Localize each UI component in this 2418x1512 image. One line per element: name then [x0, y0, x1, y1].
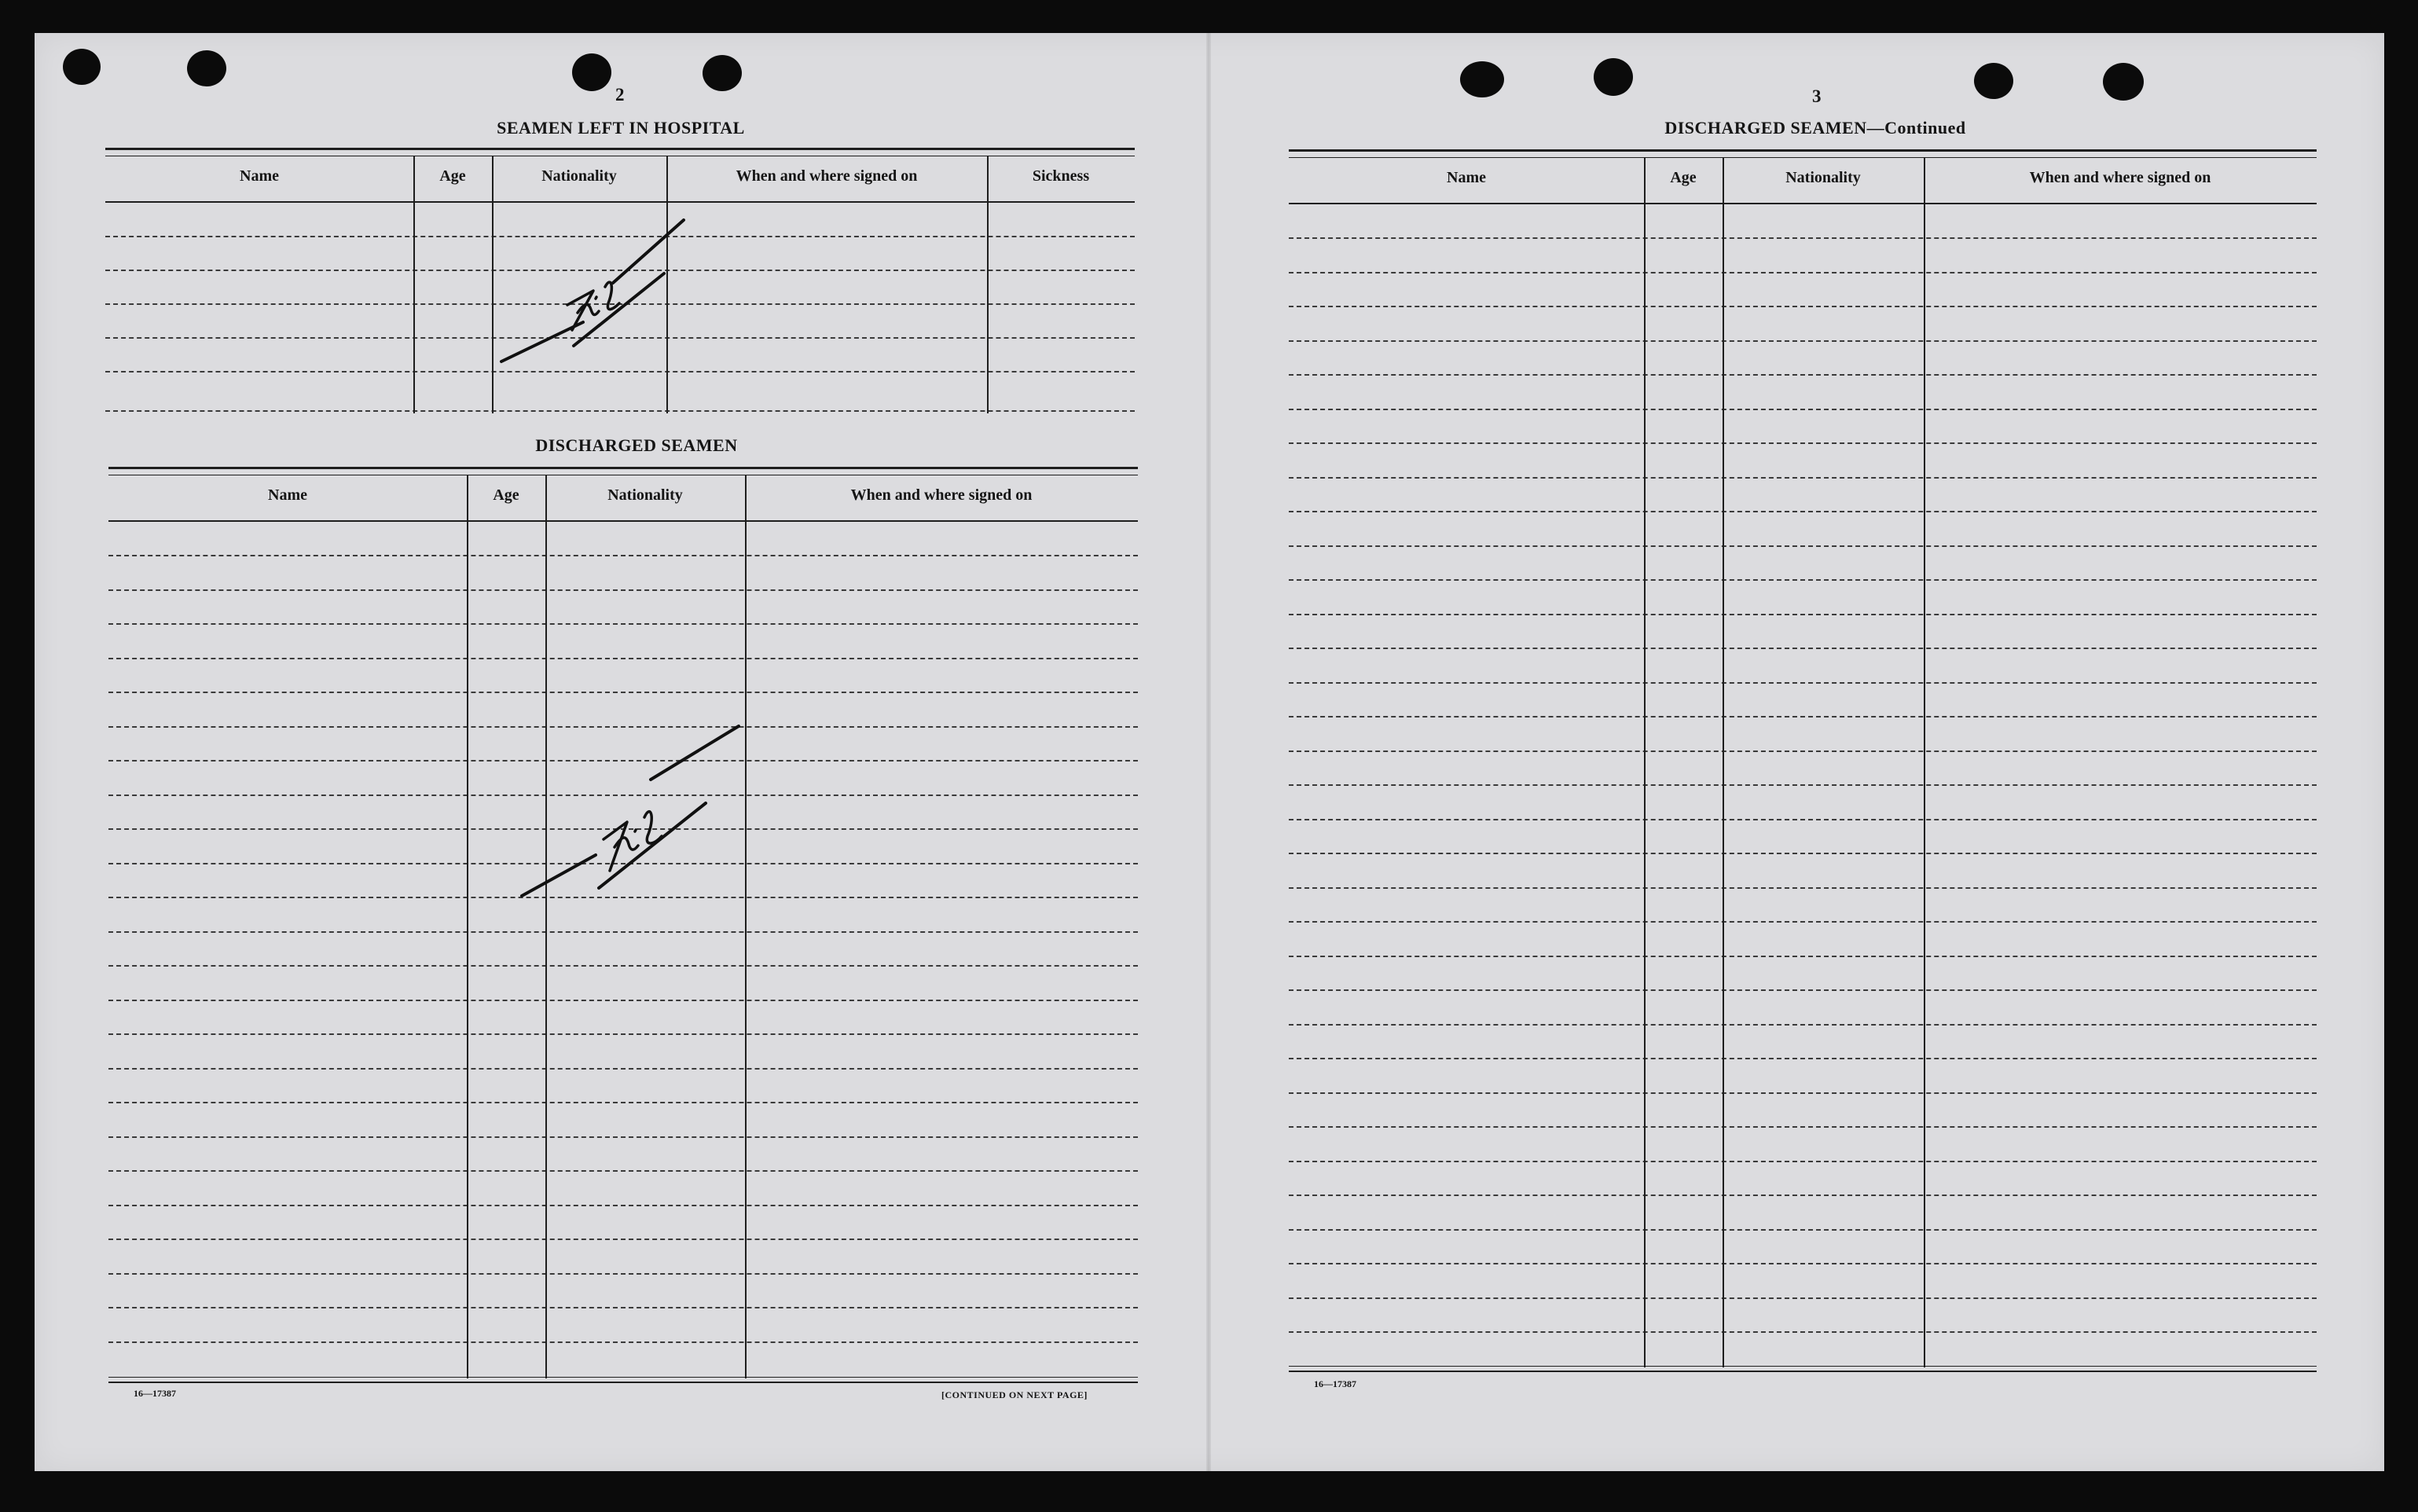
column-divider	[467, 475, 468, 1378]
column-divider	[545, 475, 547, 1378]
row-line	[1289, 545, 2317, 547]
row-line	[1289, 1092, 2317, 1094]
punch-hole	[1460, 61, 1504, 97]
punch-hole	[572, 53, 611, 91]
row-line	[108, 1136, 1138, 1138]
row-line	[1289, 750, 2317, 752]
row-line	[1289, 1024, 2317, 1026]
title-continued: —Continued	[1866, 118, 1966, 138]
column-divider	[1924, 157, 1925, 1367]
row-line	[1289, 819, 2317, 820]
col-header-nationality: Nationality	[1785, 168, 1861, 186]
row-line	[1289, 477, 2317, 479]
row-line	[108, 1068, 1138, 1070]
row-line	[1289, 374, 2317, 376]
row-line	[1289, 887, 2317, 889]
row-line	[108, 692, 1138, 693]
row-line	[1289, 272, 2317, 273]
row-line	[1289, 306, 2317, 307]
row-line	[1289, 579, 2317, 581]
col-header-age: Age	[439, 167, 466, 185]
discharged-table	[108, 467, 1138, 1383]
page-number-right: 3	[1812, 86, 1822, 106]
punch-hole	[703, 55, 742, 91]
col-header-nationality: Nationality	[541, 167, 617, 185]
nil-handwriting	[517, 721, 745, 902]
row-line	[1289, 1126, 2317, 1128]
punch-hole	[2103, 63, 2144, 101]
row-line	[108, 1239, 1138, 1240]
row-line	[108, 623, 1138, 625]
row-line	[1289, 784, 2317, 786]
col-header-signed-on: When and where signed on	[2029, 168, 2211, 186]
row-line	[108, 1000, 1138, 1001]
row-line	[108, 1273, 1138, 1275]
row-line	[1289, 340, 2317, 342]
row-line	[1289, 1195, 2317, 1196]
table-top-rule	[1289, 149, 2317, 158]
row-line	[105, 371, 1135, 372]
row-line	[1289, 442, 2317, 444]
row-line	[1289, 716, 2317, 717]
header-divider	[108, 520, 1138, 522]
row-line	[1289, 1297, 2317, 1299]
col-header-name: Name	[1447, 168, 1486, 186]
row-line	[1289, 409, 2317, 410]
row-line	[1289, 682, 2317, 684]
row-line	[1289, 1263, 2317, 1264]
col-header-signed-on: When and where signed on	[736, 167, 918, 185]
row-line	[1289, 1229, 2317, 1231]
row-line	[1289, 614, 2317, 615]
punch-hole	[1974, 63, 2013, 99]
row-line	[108, 1102, 1138, 1103]
header-divider	[105, 201, 1135, 203]
column-divider	[492, 156, 494, 413]
discharged-section-title: DISCHARGED SEAMEN	[535, 435, 738, 455]
punch-hole	[63, 49, 101, 85]
row-line	[108, 589, 1138, 591]
row-line	[1289, 648, 2317, 649]
title-main: DISCHARGED SEAMEN	[1664, 118, 1867, 138]
col-header-nationality: Nationality	[607, 486, 683, 504]
continued-note: [CONTINUED ON NEXT PAGE]	[941, 1389, 1088, 1400]
col-header-signed-on: When and where signed on	[850, 486, 1033, 504]
form-number-left: 16—17387	[134, 1388, 176, 1399]
nil-handwriting	[495, 212, 699, 369]
column-divider	[987, 156, 989, 413]
row-line	[108, 1341, 1138, 1343]
row-line	[105, 410, 1135, 412]
row-line	[1289, 956, 2317, 957]
row-line	[1289, 1058, 2317, 1059]
row-line	[1289, 237, 2317, 239]
row-line	[108, 1170, 1138, 1172]
col-header-name: Name	[268, 486, 307, 504]
table-bottom-rule	[108, 1377, 1138, 1383]
column-divider	[745, 475, 747, 1378]
page-number-left: 2	[615, 85, 625, 105]
col-header-name: Name	[240, 167, 279, 185]
col-header-age: Age	[1670, 168, 1697, 186]
row-line	[1289, 511, 2317, 512]
row-line	[1289, 1161, 2317, 1162]
table-bottom-rule	[1289, 1366, 2317, 1372]
row-line	[108, 1205, 1138, 1206]
row-line	[108, 555, 1138, 556]
punch-hole	[187, 50, 226, 86]
row-line	[108, 1307, 1138, 1308]
row-line	[1289, 921, 2317, 923]
header-divider	[1289, 203, 2317, 204]
row-line	[108, 931, 1138, 933]
col-header-sickness: Sickness	[1032, 167, 1090, 185]
column-divider	[1723, 157, 1724, 1367]
column-divider	[1644, 157, 1646, 1367]
discharged-continued-title	[1603, 118, 2027, 138]
row-line	[108, 1033, 1138, 1035]
page-fold	[1206, 33, 1211, 1471]
column-divider	[413, 156, 415, 413]
row-line	[108, 965, 1138, 967]
hospital-section-title: SEAMEN LEFT IN HOSPITAL	[497, 118, 745, 138]
table-top-rule	[108, 467, 1138, 475]
row-line	[1289, 989, 2317, 991]
row-line	[108, 658, 1138, 659]
form-number-right: 16—17387	[1314, 1378, 1356, 1389]
table-top-rule	[105, 148, 1135, 156]
discharged-continued-table	[1289, 149, 2317, 1374]
row-line	[1289, 853, 2317, 854]
col-header-age: Age	[493, 486, 519, 504]
punch-hole	[1594, 58, 1633, 96]
row-line	[1289, 1331, 2317, 1333]
